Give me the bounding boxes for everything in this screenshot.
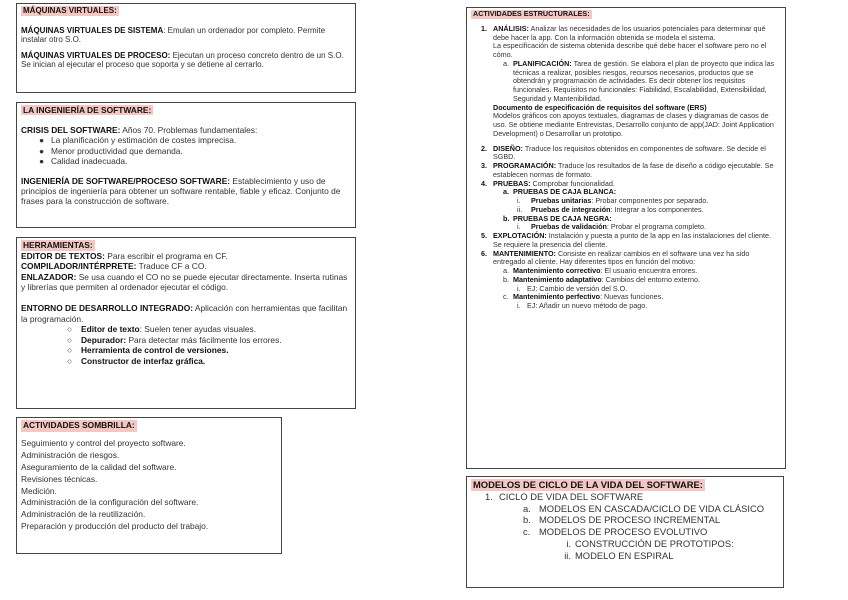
diseno-item: 2. DISEÑO: Traduce los requisitos obtenidos en componentes de software. Se decide el SGBD.: [481, 143, 766, 162]
analisis-item: 1. ANÁLISIS: Analizar las necesidades de los usuarios potenciales para determinar qué debe hacer la app. Con la información obtenida se modela el sistema. La especificación de sistema obtenida describe qué debe hacer el software pero no el cómo. a. PLANIFICACIÓN: Tarea de gestión. Se elabora el plan de proyecto que indica las técnicas a realizar, posibles riesgos, recursos necesarios, productos que se obtendrán y programación de actividades. Es decir obtener los requisitos funcionales. Requisitos no funcionales: Fiabilidad, Escalabilidad, Extensibilidad, Seguridad y Mantenibilidad. Documento de especificación de requisitos del software (ERS) Modelos gráficos con apoyos textuales, diagramas de clases y diagramas de casos de uso. Se obtiene mediante Entrevistas, Desarrollo conjunto de app(JAD: Joint Application Development) o Desarrollar un prototipo.: [471, 25, 781, 139]
list-item: i. Pruebas de validación: Probar el programa completo.: [517, 222, 706, 232]
entorno-paragraph: ENTORNO DE DESARROLLO INTEGRADO: Aplicación con herramientas que facilitan la programación.: [21, 302, 348, 324]
list-item: b. Mantenimiento adaptativo: Cambios del entorno externo.: [503, 274, 700, 284]
caja-blanca: a. PRUEBAS DE CAJA BLANCA:: [503, 187, 617, 197]
list-item: a. Mantenimiento correctivo: El usuario encuentra errores.: [503, 266, 698, 275]
sistema-paragraph: MÁQUINAS VIRTUALES DE SISTEMA: Emulan un ordenador por completo. Permite instalar otro S.O.: [21, 25, 326, 45]
crisis-bullets: [21, 135, 351, 166]
list-item: Preparación y producción del producto del trabajo.: [21, 521, 209, 532]
herramientas-section: [16, 237, 356, 409]
proceso-paragraph: MÁQUINAS VIRTUALES DE PROCESO: Ejecutan un proceso concreto dentro de un S.O. Se inician al ejecutar el proceso que soporta y se detiene al cerrarlo.: [21, 50, 344, 70]
list-item: Seguimiento y control del proyecto software.: [21, 437, 186, 448]
section-title: HERRAMIENTAS:: [23, 240, 93, 250]
list-item: c. Mantenimiento perfectivo: Nuevas funciones.: [503, 292, 664, 302]
estructurales-section: [466, 7, 786, 469]
list-item: b. MODELOS DE PROCESO INCREMENTAL: [523, 514, 721, 526]
list-item: i. EJ: Añadir un nuevo método de pago.: [517, 301, 648, 310]
list-item: Administración de la configuración del software.: [21, 497, 199, 508]
list-item: ii. MODELO EN ESPIRAL: [564, 549, 674, 561]
modelos-section: [466, 476, 784, 588]
list-item: 1. CICLO DE VIDA DEL SOFTWARE: [485, 490, 644, 502]
list-item: ● Calidad inadecuada.: [39, 155, 128, 166]
list-item: Administración de riesgos.: [21, 449, 120, 460]
list-item: i. EJ: Cambio de versión del S.O.: [517, 283, 628, 293]
planificacion-item: a. PLANIFICACIÓN: Tarea de gestión. Se elabora el plan de proyecto que indica las técnicas a realizar, posibles riesgos, recursos necesarios, productos que se obtendrán y programación de actividades. Es decir obtener los requisitos funcionales. Requisitos no funcionales: Fiabilidad, Escalabilidad, Extensibilidad, Seguridad y Mantenibilidad.: [503, 58, 775, 103]
list-item: i. Pruebas unitarias: Probar componentes por separado.: [517, 196, 709, 205]
ingenieria-section: [16, 102, 356, 228]
list-item: ○ Herramienta de control de versiones.: [67, 345, 229, 356]
section-title: MÁQUINAS VIRTUALES:: [23, 6, 117, 15]
ers-heading: Documento de especificación de requisitos del software (ERS): [493, 102, 707, 112]
list-item: a. MODELOS EN CASCADA/CICLO DE VIDA CLÁSICO: [523, 502, 765, 514]
editor-line: EDITOR DE TEXTOS: Para escribir el programa en CF.: [21, 250, 228, 261]
list-item: Aseguramiento de la calidad del software.: [21, 461, 177, 472]
enlazador-line: ENLAZADOR: Se usa cuando el CO no se puede ejecutar directamente. Inserta rutinas y librerías que permiten al ordenador ejecutar el código.: [21, 271, 348, 293]
crisis-paragraph: CRISIS DEL SOFTWARE: Años 70. Problemas fundamentales:: [21, 125, 258, 136]
explotacion-item: 5. EXPLOTACIÓN: Instalación y puesta a punto de la app en las instalaciones del cliente. Se requiere la presencia del cliente.: [481, 231, 771, 249]
definicion-paragraph: INGENIERÍA DE SOFTWARE/PROCESO SOFTWARE: Establecimiento y uso de principios de ingeniería para obtener un software rentable, fiable y eficaz. Conjunto de frases para la construcción de software.: [21, 176, 341, 207]
list-item: Revisiones técnicas.: [21, 473, 98, 484]
list-item: Medición.: [21, 485, 57, 496]
section-title: ACTIVIDADES ESTRUCTURALES:: [473, 9, 590, 18]
list-item: ii. Pruebas de integración: Integrar a los componentes.: [517, 204, 704, 214]
list-item: ○ Depurador: Para detectar más fácilmente los errores.: [67, 334, 282, 345]
list-item: ● La planificación y estimación de costes imprecisa.: [39, 135, 237, 146]
section-title: MODELOS DE CICLO DE LA VIDA DEL SOFTWARE:: [473, 479, 703, 490]
list-item: i. CONSTRUCCIÓN DE PROTOTIPOS:: [566, 537, 734, 549]
compilador-line: COMPILADOR/INTÉRPRETE: Traduce CF a CO.: [21, 261, 207, 272]
caja-negra: b. PRUEBAS DE CAJA NEGRA:: [503, 213, 612, 223]
list-item: ○ Constructor de interfaz gráfica.: [67, 355, 206, 366]
list-item: ○ Editor de texto: Suelen tener ayudas visuales.: [67, 324, 257, 335]
pruebas-item: 4. PRUEBAS: Comprobar funcionalidad. a. PRUEBAS DE CAJA BLANCA: i. Pruebas unitarias: Probar componentes por separado. ii. Pruebas de integración: Integrar a los componentes. b. PRUEBAS DE CAJA NEGRA: i. Pruebas de validación: Probar el programa completo.: [481, 178, 709, 232]
sombrilla-section: [16, 417, 282, 554]
mantenimiento-item: 6. MANTENIMIENTO: Consiste en realizar cambios en el software una vez ha sido entregado al cliente. Hay diferentes tipos en función del motivo: a. Mantenimiento correctivo: El usuario encuentra errores. b. Mantenimiento adaptativo: Cambios del entorno externo. i. EJ: Cambio de versión del S.O. c. Mantenimiento perfectivo: Nuevas funciones. i. EJ: Añadir un nuevo método de pago.: [471, 250, 781, 311]
list-item: Administración de la reutilización.: [21, 509, 146, 520]
section-title: LA INGENIERÍA DE SOFTWARE:: [23, 105, 152, 115]
list-item: ● Menor productividad que demanda.: [39, 145, 183, 156]
programacion-item: 3. PROGRAMACIÓN: Traduce los resultados de la fase de diseño a código ejecutable. Se establecen normas de formato.: [481, 161, 774, 179]
maquinas-virtuales-section: [16, 3, 356, 93]
entorno-list: [21, 324, 351, 366]
ers-text: Modelos gráficos con apoyos textuales, diagramas de clases y diagramas de casos de uso. Se obtiene mediante Entrevistas, Desarrollo conjunto de app(JAD: Joint Application Development) o Desarrollar un prototipo.: [493, 111, 774, 138]
section-title: ACTIVIDADES SOMBRILLA:: [23, 420, 135, 430]
list-item: c. MODELOS DE PROCESO EVOLUTIVO: [523, 526, 708, 538]
